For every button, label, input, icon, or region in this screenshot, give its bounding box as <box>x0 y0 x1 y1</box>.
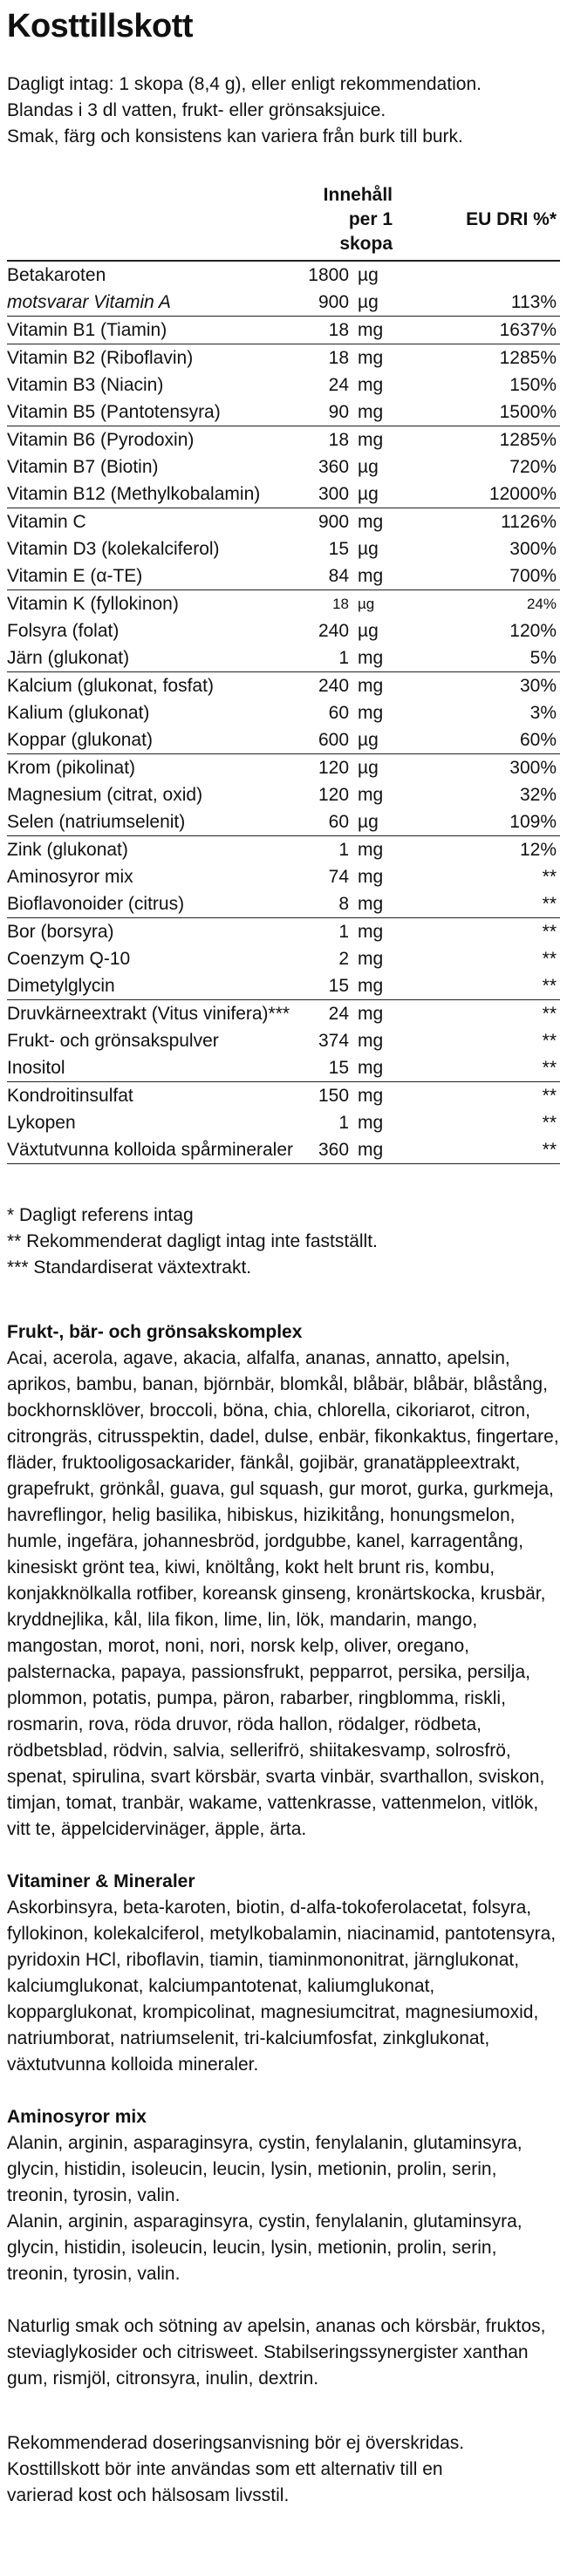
nutrient-dri: 300% <box>509 539 557 559</box>
text-line: växtutvunna kolloida mineraler. <box>7 2055 259 2075</box>
nutrient-amount: 240 <box>318 621 350 641</box>
table-row <box>7 1109 560 1136</box>
nutrient-name: Magnesium (citrat, oxid) <box>7 785 203 805</box>
nutrient-dri: 720% <box>509 457 557 477</box>
nutrient-amount: 1 <box>338 648 350 668</box>
nutrient-name: Coenzym Q-10 <box>7 949 131 969</box>
table-row <box>7 781 560 808</box>
nutrient-amount: 300 <box>318 484 350 504</box>
nutrient-name: Kondroitinsulfat <box>7 1082 297 1110</box>
text-line: palsternacka, papaya, passionsfrukt, pepparrot, persika, persilja, <box>7 1662 530 1682</box>
table-row <box>7 317 560 344</box>
nutrient-name: Vitamin B5 (Pantotensyra) <box>7 402 221 422</box>
text-line: treonin, tyrosin, valin. <box>7 2185 181 2205</box>
nutrient-unit: µg <box>358 621 379 641</box>
text-line: Naturlig smak och sötning av apelsin, ananas och körsbär, fruktos, <box>7 2316 546 2336</box>
nutrient-name: Vitamin B7 (Biotin) <box>7 457 159 477</box>
nutrient-unit: mg <box>352 918 396 946</box>
nutrition-table-body <box>7 261 560 1164</box>
nutrient-dri: 12000% <box>488 484 557 504</box>
vitamins-section <box>7 1869 560 2078</box>
table-row <box>7 836 560 864</box>
table-row <box>7 1000 560 1028</box>
nutrient-name: Vitamin C <box>7 508 297 536</box>
nutrient-dri: ** <box>542 976 557 996</box>
text-line: Alanin, arginin, asparaginsyra, cystin, fenylalanin, glutaminsyra, <box>7 2133 523 2153</box>
table-row <box>7 426 560 454</box>
nutrient-unit: µg <box>358 265 379 285</box>
nutrient-amount: 15 <box>328 976 350 996</box>
nutrient-unit: µg <box>358 812 379 832</box>
nutrient-name: Vitamin B3 (Niacin) <box>7 375 164 395</box>
text-line: treonin, tyrosin, valin. <box>7 2264 181 2284</box>
text-line: Alanin, arginin, asparaginsyra, cystin, fenylalanin, glutaminsyra, <box>7 2211 523 2232</box>
fruit-complex-section <box>7 1319 560 1843</box>
nutrient-amount: 84 <box>328 566 350 586</box>
text-line: vitt te, äppelcidervinäger, äpple, ärta. <box>7 1819 307 1839</box>
intro-block <box>7 72 560 150</box>
nutrient-amount: 1 <box>338 1113 350 1133</box>
nutrient-unit: mg <box>358 1031 384 1051</box>
natural-flavor-text <box>7 2314 560 2392</box>
fruit-complex-heading: Frukt-, bär- och grönsakskomplex <box>7 1322 303 1342</box>
text-line: Kosttillskott bör inte användas som ett alternativ till en <box>7 2459 443 2479</box>
nutrient-dri: 1637% <box>396 317 560 344</box>
text-line: pyridoxin HCl, riboflavin, tiamin, tiaminmononitrat, järnglukonat, <box>7 1950 520 1970</box>
text-line: rosmarin, rova, röda druvor, röda hallon, rödalger, rödbeta, <box>7 1714 482 1734</box>
nutrient-unit: mg <box>352 508 396 536</box>
nutrient-dri: 12% <box>396 836 560 864</box>
nutrient-name: Frukt- och grönsakspulver <box>7 1031 219 1051</box>
nutrient-dri: ** <box>542 1113 557 1133</box>
nutrient-unit: µg <box>358 457 379 477</box>
nutrient-dri: 150% <box>509 375 557 395</box>
text-line: spenat, spirulina, svart körsbär, svarta vinbär, svarthallon, sviskon, <box>7 1767 545 1787</box>
nutrient-unit: mg <box>358 402 384 422</box>
text-line: rödbetsblad, rödvin, salvia, sellerifrö, shiitakesvamp, solrosfrö, <box>7 1741 511 1761</box>
table-row <box>7 371 560 399</box>
nutrient-name: Vitamin E (α-TE) <box>7 566 143 586</box>
nutrient-dri <box>396 261 560 289</box>
text-line: humle, ingefära, johannesbröd, jordgubbe, kanel, karragentång, <box>7 1531 523 1551</box>
nutrient-dri: ** <box>396 1000 560 1028</box>
nutrient-name: motsvarar Vitamin A <box>7 292 171 312</box>
nutrient-amount: 1 <box>297 918 352 946</box>
nutrient-dri: 24% <box>396 590 560 618</box>
nutrient-dri: 3% <box>529 703 557 723</box>
nutrient-dri: 1126% <box>396 508 560 536</box>
nutrient-name: Vitamin B1 (Tiamin) <box>7 317 297 344</box>
text-line: timjan, tomat, tranbär, wakame, vattenkrasse, vattenmelon, vitlök, <box>7 1793 539 1813</box>
text-line: kalciumglukonat, kalciumpantotenat, kaliumglukonat, <box>7 1976 435 1996</box>
table-row <box>7 699 560 726</box>
nutrient-unit: µg <box>358 292 379 312</box>
nutrient-unit: mg <box>358 648 384 668</box>
nutrient-dri: 60% <box>519 730 557 750</box>
text-line: varierad kost och hälsosam livsstil. <box>7 2485 290 2505</box>
nutrient-dri: ** <box>542 894 557 914</box>
text-line: kinesiskt grönt tea, kiwi, knöltång, kokt helt brunt ris, kombu, <box>7 1557 495 1578</box>
nutrient-amount: 15 <box>328 1058 350 1078</box>
nutrient-name: Folsyra (folat) <box>7 621 120 641</box>
nutrient-amount: 8 <box>338 894 350 914</box>
table-row <box>7 945 560 972</box>
nutrient-name: Selen (natriumselenit) <box>7 812 186 832</box>
table-row <box>7 672 560 700</box>
intro-line: Smak, färg och konsistens kan variera från burk till burk. <box>7 126 463 147</box>
nutrient-name: Kalcium (glukonat, fosfat) <box>7 672 297 700</box>
table-row <box>7 399 560 426</box>
nutrient-amount: 60 <box>328 703 350 723</box>
nutrient-amount: 18 <box>297 590 352 618</box>
nutrient-unit: mg <box>358 1113 384 1133</box>
nutrient-unit: mg <box>352 1082 396 1110</box>
text-line: kopparglukonat, krompicolinat, magnesiumcitrat, magnesiumoxid, <box>7 2002 539 2022</box>
table-row <box>7 918 560 946</box>
nutrient-unit: mg <box>358 867 384 887</box>
table-row <box>7 972 560 1000</box>
nutrient-amount: 24 <box>328 375 350 395</box>
nutrient-dri: ** <box>396 1136 560 1164</box>
nutrient-dri: ** <box>542 1031 557 1051</box>
nutrient-amount: 18 <box>297 426 352 454</box>
table-row <box>7 1027 560 1054</box>
warning-text <box>7 2430 560 2509</box>
nutrient-name: Bor (borsyra) <box>7 918 297 946</box>
nutrient-unit: mg <box>358 949 384 969</box>
nutrient-name: Vitamin B6 (Pyrodoxin) <box>7 426 297 454</box>
nutrient-unit: mg <box>358 566 384 586</box>
table-header-row <box>7 181 560 261</box>
table-row <box>7 617 560 644</box>
nutrient-dri: ** <box>396 1082 560 1110</box>
nutrient-amount: 15 <box>328 539 350 559</box>
nutrient-unit: mg <box>352 344 396 372</box>
amino-section <box>7 2104 560 2287</box>
nutrient-dri: ** <box>542 1058 557 1078</box>
nutrition-table <box>7 181 560 1164</box>
text-line: havreflingor, helig basilika, hibiskus, hizikitång, honungsmelon, <box>7 1505 516 1525</box>
nutrient-amount: 1800 <box>308 265 350 285</box>
table-row <box>7 808 560 836</box>
table-row <box>7 1082 560 1110</box>
text-line: mangostan, morot, noni, nori, norsk kelp, oliver, oregano, <box>7 1636 469 1656</box>
nutrient-amount: 240 <box>297 672 352 700</box>
nutrient-unit: µg <box>352 590 396 618</box>
nutrient-dri: 1500% <box>499 402 557 422</box>
nutrient-dri: 700% <box>509 566 557 586</box>
text-line: fyllokinon, kolekalciferol, metylkobalamin, niacinamid, pantotensyra, <box>7 1924 557 1944</box>
table-row <box>7 590 560 618</box>
nutrient-dri: 1285% <box>396 426 560 454</box>
nutrient-dri: ** <box>542 867 557 887</box>
intro-line: Dagligt intag: 1 skopa (8,4 g), eller enligt rekommendation. <box>7 74 482 94</box>
table-row <box>7 1054 560 1082</box>
nutrient-amount: 24 <box>297 1000 352 1028</box>
nutrient-name: Aminosyror mix <box>7 867 133 887</box>
nutrient-amount: 120 <box>318 785 350 805</box>
nutrient-name: Vitamin B2 (Riboflavin) <box>7 344 297 372</box>
nutrient-name: Järn (glukonat) <box>7 648 130 668</box>
table-row <box>7 289 560 317</box>
nutrient-unit: µg <box>358 484 379 504</box>
table-row <box>7 890 560 918</box>
nutrient-amount: 360 <box>297 1136 352 1164</box>
nutrient-amount: 150 <box>297 1082 352 1110</box>
text-line: aprikos, bambu, banan, björnbär, blomkål, blåbär, blåbär, blåstång, <box>7 1374 548 1394</box>
nutrient-name: Inositol <box>7 1058 65 1078</box>
nutrient-amount: 900 <box>297 508 352 536</box>
nutrient-name: Kalium (glukonat) <box>7 703 150 723</box>
text-line: fläder, fruktooligosackarider, fänkål, gojibär, granatäppleextrakt, <box>7 1453 521 1473</box>
text-line: kryddnejlika, kål, lila fikon, lime, lin, lök, mandarin, mango, <box>7 1610 478 1630</box>
table-row <box>7 535 560 562</box>
vitamins-text <box>7 1895 560 2078</box>
nutrient-amount: 120 <box>297 754 352 782</box>
warning-section <box>7 2430 560 2509</box>
nutrient-name: Vitamin D3 (kolekalciferol) <box>7 539 220 559</box>
nutrient-unit: mg <box>352 1000 396 1028</box>
amino-heading: Aminosyror mix <box>7 2107 147 2127</box>
natural-flavor-section <box>7 2314 560 2392</box>
fruit-complex-text <box>7 1346 560 1843</box>
nutrient-name: Vitamin K (fyllokinon) <box>7 590 297 618</box>
nutrient-dri: 32% <box>519 785 557 805</box>
text-line: Rekommenderad doseringsanvisning bör ej överskridas. <box>7 2433 465 2453</box>
table-row <box>7 726 560 754</box>
footnote: * Dagligt referens intag <box>7 1205 194 1225</box>
intro-line: Blandas i 3 dl vatten, frukt- eller grönsaksjuice. <box>7 100 386 120</box>
nutrient-unit: mg <box>358 976 384 996</box>
table-row <box>7 453 560 480</box>
header-empty <box>7 181 297 261</box>
vitamins-heading: Vitaminer & Mineraler <box>7 1871 195 1891</box>
nutrient-dri: 113% <box>510 292 557 312</box>
text-line: citrongräs, citrusspektin, dadel, dulse, enbär, fikonkaktus, fingertare, <box>7 1427 559 1447</box>
nutrient-amount: 74 <box>328 867 350 887</box>
text-line: bockhornsklöver, broccoli, böna, chia, chlorella, cikoriarot, citron, <box>7 1400 530 1421</box>
nutrient-name: Dimetylglycin <box>7 976 115 996</box>
nutrient-name: Koppar (glukonat) <box>7 730 153 750</box>
page-title: Kosttillskott <box>7 8 194 44</box>
nutrient-unit: mg <box>358 703 384 723</box>
footnotes <box>7 1203 560 1281</box>
nutrient-dri: ** <box>542 949 557 969</box>
nutrient-amount: 90 <box>328 402 350 422</box>
nutrient-amount: 374 <box>318 1031 350 1051</box>
text-line: gum, rismjöl, citronsyra, inulin, dextrin. <box>7 2368 319 2389</box>
table-row <box>7 508 560 536</box>
table-row <box>7 480 560 508</box>
nutrient-amount: 1 <box>297 836 352 864</box>
nutrient-unit: mg <box>358 1058 384 1078</box>
header-dri: EU DRI %* <box>396 181 560 261</box>
nutrient-name: Druvkärneextrakt (Vitus vinifera)*** <box>7 1000 297 1028</box>
text-line: grapefrukt, grönkål, guava, gul squash, gur morot, gurka, gurkmeja, <box>7 1479 554 1499</box>
nutrient-amount: 18 <box>297 317 352 344</box>
footnote: *** Standardiserat växtextrakt. <box>7 1257 252 1278</box>
text-line: konjakknölkalla rotfiber, koreansk ginseng, kronärtskocka, krusbär, <box>7 1584 546 1604</box>
nutrient-dri: 120% <box>509 621 557 641</box>
nutrient-dri: 30% <box>396 672 560 700</box>
nutrient-unit: µg <box>352 754 396 782</box>
nutrient-unit: µg <box>358 539 379 559</box>
table-row <box>7 863 560 890</box>
nutrient-amount: 360 <box>318 457 350 477</box>
nutrient-name: Vitamin B12 (Methylkobalamin) <box>7 484 261 504</box>
text-line: plommon, potatis, pumpa, päron, rabarber, ringblomma, riskli, <box>7 1688 506 1708</box>
nutrient-dri: ** <box>396 918 560 946</box>
nutrient-unit: mg <box>352 836 396 864</box>
nutrient-unit: mg <box>352 426 396 454</box>
table-row <box>7 344 560 372</box>
text-line: natriumborat, natriumselenit, tri-kalciumfosfat, zinkglukonat, <box>7 2028 490 2048</box>
table-row <box>7 562 560 590</box>
footnote: ** Rekommenderat dagligt intag inte fastställt. <box>7 1231 378 1251</box>
nutrient-name: Krom (pikolinat) <box>7 754 297 782</box>
text-line: Askorbinsyra, beta-karoten, biotin, d-alfa-tokoferolacetat, folsyra, <box>7 1898 532 1918</box>
nutrient-amount: 2 <box>338 949 350 969</box>
table-row <box>7 644 560 672</box>
table-row <box>7 754 560 782</box>
text-line: steviaglykosider och citrisweet. Stabilseringssynergister xanthan <box>7 2342 529 2362</box>
table-row <box>7 261 560 289</box>
nutrient-name: Bioflavonoider (citrus) <box>7 894 185 914</box>
nutrient-unit: mg <box>358 894 384 914</box>
nutrient-unit: mg <box>352 1136 396 1164</box>
table-row <box>7 1136 560 1164</box>
nutrient-unit: mg <box>352 317 396 344</box>
nutrient-unit: mg <box>358 375 384 395</box>
nutrient-unit: µg <box>358 730 379 750</box>
nutrient-name: Växtutvunna kolloida spårmineraler <box>7 1136 297 1164</box>
nutrient-unit: mg <box>358 785 384 805</box>
nutrient-amount: 600 <box>318 730 350 750</box>
nutrient-name: Betakaroten <box>7 265 106 285</box>
nutrient-dri: 109% <box>509 812 557 832</box>
nutrient-dri: 300% <box>396 754 560 782</box>
nutrient-name: Lykopen <box>7 1113 76 1133</box>
header-per-serving: Innehåll per 1 skopa <box>297 181 396 261</box>
amino-text <box>7 2130 560 2287</box>
nutrient-dri: 1285% <box>396 344 560 372</box>
nutrient-amount: 900 <box>318 292 350 312</box>
nutrient-amount: 18 <box>297 344 352 372</box>
nutrient-name: Zink (glukonat) <box>7 836 297 864</box>
nutrient-dri: 5% <box>529 648 557 668</box>
nutrient-amount: 60 <box>328 812 350 832</box>
text-line: glycin, histidin, isoleucin, leucin, lysin, metionin, prolin, serin, <box>7 2238 497 2258</box>
text-line: Acai, acerola, agave, akacia, alfalfa, ananas, annatto, apelsin, <box>7 1348 510 1368</box>
text-line: glycin, histidin, isoleucin, leucin, lysin, metionin, prolin, serin, <box>7 2159 497 2179</box>
nutrient-unit: mg <box>352 672 396 700</box>
